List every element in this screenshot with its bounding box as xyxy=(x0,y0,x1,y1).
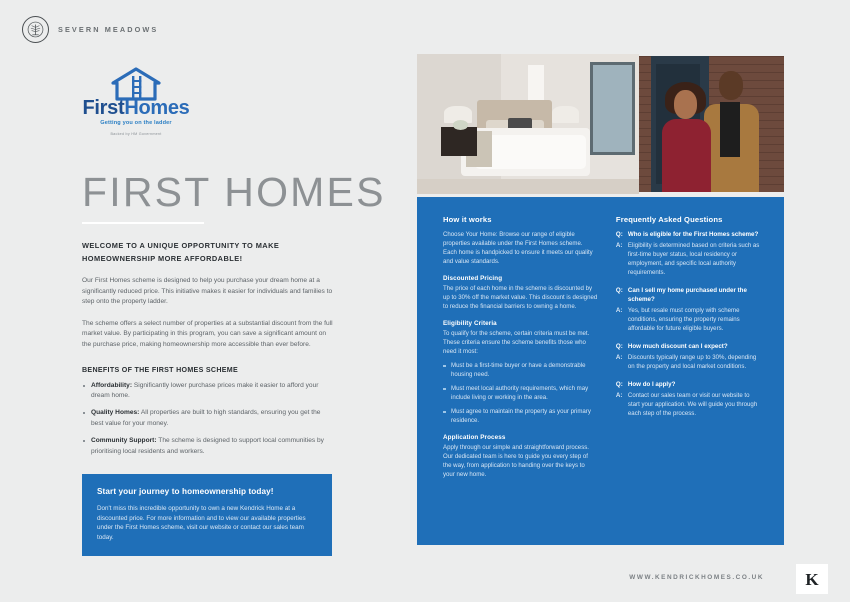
benefits-list xyxy=(82,381,334,457)
answer-marker: A: xyxy=(615,392,623,399)
kendrick-homes-logo xyxy=(796,564,828,594)
cta-panel[interactable] xyxy=(82,474,332,556)
faq-answer: Yes, but resale must comply with scheme conditions, ensuring the property remains affordable for future eligible buyers. xyxy=(627,307,740,332)
logo-letter: K xyxy=(805,569,819,589)
welcome-heading: WELCOME TO A UNIQUE OPPORTUNITY TO MAKE HOMEOWNERSHIP MORE AFFORDABLE! xyxy=(82,241,280,263)
list-item: Must be a first-time buyer or have a demonstrable housing need. xyxy=(443,361,598,379)
criteria-list xyxy=(443,361,598,425)
question-marker: Q: xyxy=(615,343,623,350)
intro-paragraph-1: Our First Homes scheme is designed to help you purchase your dream home at a significantly reduced price. This initiative makes it easier for individuals and families to step onto the property ladder. xyxy=(82,277,333,306)
faq-question: Who is eligible for the First Homes scheme? xyxy=(627,231,759,238)
list-item xyxy=(82,381,334,402)
info-panel xyxy=(417,197,784,545)
intro-paragraph-2: The scheme offers a select number of properties at a substantial discount from the full market value. By participating in this program, you can save a significant amount on the purchase price, making homeownership more accessible than ever before. xyxy=(82,319,333,348)
faq-heading: Frequently Asked Questions xyxy=(615,215,723,224)
faq-item xyxy=(616,380,763,418)
faq-question: How do I apply? xyxy=(627,381,676,388)
first-homes-logo xyxy=(82,66,190,136)
application-process-text: Apply through our simple and straightforward process. Our dedicated team is here to guide you every step of the way, from application to handing over the keys to your new home. xyxy=(443,444,589,478)
couple-photo xyxy=(639,56,784,192)
how-it-works-intro: Choose Your Home: Browse our range of eligible properties available under the First Homes scheme. Each home is handpicked to ensure it meets our quality and value standards. xyxy=(443,231,593,265)
benefit-text: All properties are built to high standards, ensuring you get the best value for your money. xyxy=(91,409,321,427)
discounted-pricing-heading: Discounted Pricing xyxy=(443,275,503,282)
faq-column xyxy=(616,215,763,545)
first-homes-wordmark xyxy=(82,98,190,118)
question-marker: Q: xyxy=(615,231,623,238)
page-title: FIRST HOMES xyxy=(82,169,386,215)
faq-answer: Contact our sales team or visit our website to start your application. We will guide you through each step of the process. xyxy=(627,392,758,417)
benefits-heading: BENEFITS OF THE FIRST HOMES SCHEME xyxy=(82,365,239,374)
footer-website-url[interactable]: WWW.KENDRICKHOMES.CO.UK xyxy=(629,574,764,581)
cta-body: Don't miss this incredible opportunity to own a new Kendrick Home at a discounted price. For more information and to view our available properties under the First Homes scheme, visit our website or contact our sales team today. xyxy=(97,505,306,541)
logo-tagline: Getting you on the ladder xyxy=(100,120,172,126)
list-item xyxy=(82,436,334,457)
faq-item xyxy=(616,342,763,371)
question-marker: Q: xyxy=(615,381,623,388)
discounted-pricing-text: The price of each home in the scheme is discounted by up to 30% off the market value. This discount is designed to reduce the financial barriers to owning a home. xyxy=(443,285,598,310)
list-item: Must meet local authority requirements, which may include living or working in the area. xyxy=(443,384,598,402)
faq-answer: Eligibility is determined based on criteria such as first-time buyer status, local residency or employment, and specific local authority requirements. xyxy=(627,242,760,276)
logo-word-homes: Homes xyxy=(124,97,190,119)
benefit-text: The scheme is designed to support local communities by prioritising local residents and workers. xyxy=(91,437,324,455)
eligibility-criteria-text: To qualify for the scheme, certain criteria must be met. These criteria ensure the scheme benefits those who need it most: xyxy=(443,330,590,355)
left-content-column xyxy=(82,66,386,464)
list-item: Must agree to maintain the property as your primary residence. xyxy=(443,407,598,425)
answer-marker: A: xyxy=(615,242,623,249)
brand-header xyxy=(22,16,158,43)
how-it-works-column xyxy=(443,215,598,545)
faq-answer: Discounts typically range up to 30%, depending on the property and local market conditions. xyxy=(627,354,757,370)
benefit-text: Significantly lower purchase prices make it easier to afford your dream home. xyxy=(91,381,319,399)
bedroom-photo xyxy=(417,54,639,194)
brand-name: SEVERN MEADOWS xyxy=(58,25,159,34)
benefit-term: Affordability: xyxy=(91,381,133,389)
faq-item xyxy=(616,286,763,333)
title-divider xyxy=(82,222,204,224)
benefit-term: Community Support: xyxy=(91,437,157,445)
cta-heading: Start your journey to homeownership today! xyxy=(97,487,274,496)
faq-question: Can I sell my home purchased under the scheme? xyxy=(627,287,747,303)
list-item xyxy=(82,408,334,429)
logo-endorsement: Backed by HM Government xyxy=(110,132,162,136)
faq-question: How much discount can I expect? xyxy=(627,343,728,350)
tree-in-circle-icon xyxy=(22,16,49,43)
benefit-term: Quality Homes: xyxy=(91,409,140,417)
how-it-works-heading: How it works xyxy=(443,215,492,224)
answer-marker: A: xyxy=(615,307,623,314)
question-marker: Q: xyxy=(615,287,623,294)
logo-word-first: First xyxy=(82,97,125,119)
faq-item xyxy=(616,230,763,277)
application-process-heading: Application Process xyxy=(443,434,506,441)
answer-marker: A: xyxy=(615,354,623,361)
eligibility-criteria-heading: Eligibility Criteria xyxy=(443,320,497,327)
